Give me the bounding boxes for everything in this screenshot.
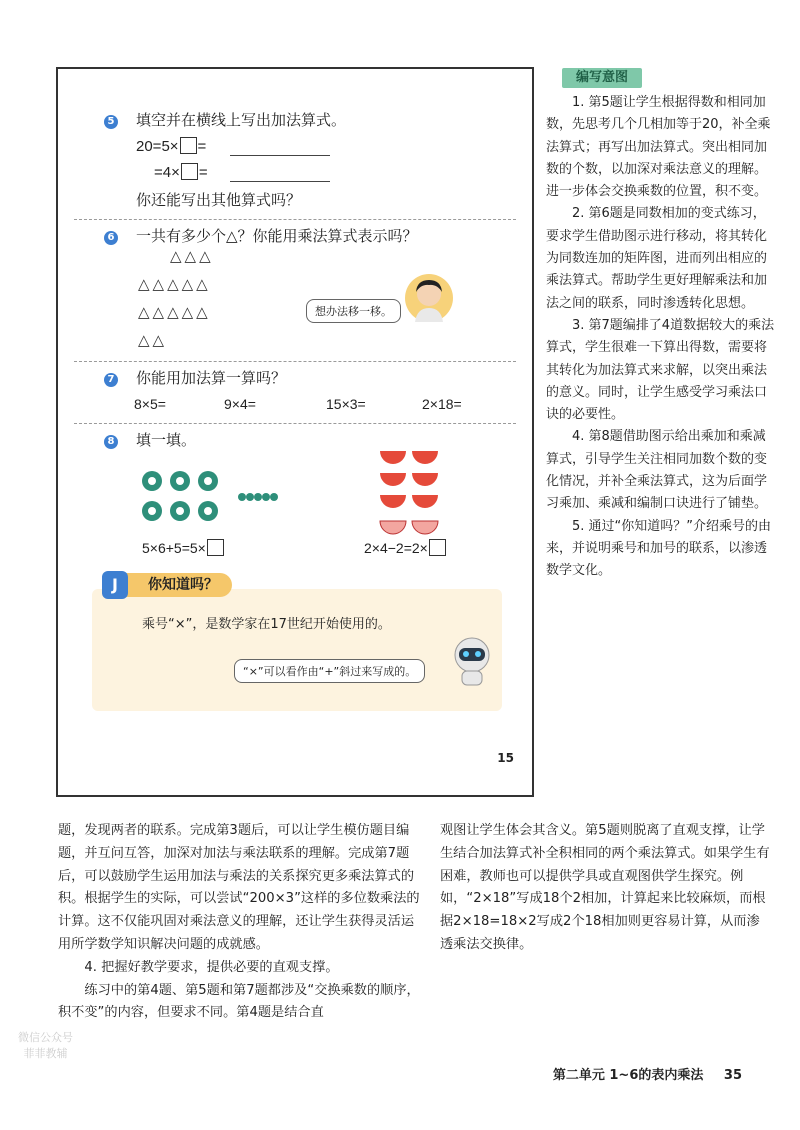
divider: [74, 361, 516, 362]
body-paragraph: 练习中的第4题、第5题和第7题都涉及“交换乘数的顺序，积不变”的内容，但要求不同。第4题是结合直: [58, 982, 420, 1021]
triangle-row-3: △△△△△: [138, 303, 211, 321]
question-5-prompt: 你还能写出其他算式吗？: [136, 191, 302, 209]
did-you-know-panel: [92, 589, 502, 711]
hint-bubble: 想办法移一移。: [306, 299, 401, 323]
question-8-badge: 8: [104, 435, 118, 449]
divider: [74, 423, 516, 424]
textbook-page: [56, 67, 534, 797]
question-7-title: 你能用加法算一算吗？: [136, 369, 287, 387]
triangle-row-4: △△: [138, 331, 168, 349]
robot-icon: [448, 633, 498, 689]
q5-line-2: =4× =: [154, 164, 208, 181]
body-paragraph: 4. 把握好教学要求，提供必要的直观支撑。: [84, 959, 339, 975]
flower-beads-illustration: [140, 467, 290, 529]
page-footer: [553, 1064, 742, 1083]
watermelon-illustration: [376, 447, 444, 539]
did-you-know-tag: 你知道吗？: [112, 573, 232, 597]
margin-paragraph: 3. 第7题编排了4道数据较大的乘法算式，学生很难一下算出得数，需要将其转化为加法算式来求解，以突出乘法的意义。同时，让学生感受学习乘法口诀的必要性。: [546, 317, 775, 423]
body-paragraph: 题，发现两者的联系。完成第3题后，可以让学生模仿题目编题，并互问互答，加深对加法与乘法联系的理解。完成第7题后，可以鼓励学生运用加法与乘法的关系探究更多乘法算式的积。根据学生的实际，可以尝试“200×3”这样的多位数乘法的计算。这不仅能巩固对乘法意义的理解，还让学生获得灵活运用所学数学知识解决问题的成就感。: [58, 823, 420, 952]
question-7-badge: 7: [104, 373, 118, 387]
answer-line[interactable]: [230, 155, 330, 156]
question-5-badge: 5: [104, 115, 118, 129]
divider: [74, 219, 516, 220]
q8-left-expr: 5×6+5=5×: [142, 539, 225, 556]
did-you-know-icon: J: [102, 571, 128, 599]
margin-paragraph: 1. 第5题让学生根据得数和相同加数，先思考几个几相加等于20，补全乘法算式；再写出加法算式。突出相同加数的个数，以加深对乘法意义的理解。进一步体会交换乘数的位置，积不变。: [546, 95, 771, 200]
margin-title: 编写意图: [562, 68, 642, 88]
robot-bubble: “×”可以看作由“+”斜过来写成的。: [234, 659, 425, 683]
expr-1: 8×5=: [134, 396, 166, 412]
answer-box[interactable]: [429, 539, 446, 556]
triangle-row-2: △△△△△: [138, 275, 211, 293]
teacher-avatar-icon: [403, 272, 455, 328]
question-6-badge: 6: [104, 231, 118, 245]
footer-unit: 第二单元 1~6的表内乘法: [552, 1068, 704, 1083]
q8-right-expr: 2×4−2=2×: [364, 539, 447, 556]
question-6-title: 一共有多少个△？你能用乘法算式表示吗？: [136, 227, 418, 245]
answer-box[interactable]: [180, 137, 197, 154]
body-left-column: [58, 820, 422, 1025]
body-right-column: [440, 820, 770, 957]
question-5-title: 填空并在横线上写出加法算式。: [136, 111, 347, 129]
expr-4: 2×18=: [422, 396, 462, 412]
answer-box[interactable]: [181, 163, 198, 180]
page-number: 15: [497, 751, 514, 765]
answer-box[interactable]: [207, 539, 224, 556]
margin-paragraph: 2. 第6题是同数相加的变式练习，要求学生借助图示进行移动，将其转化为同数连加的矩阵图，进而列出相应的乘法算式。帮助学生更好理解乘法和加法之间的联系，同时渗透转化思想。: [546, 206, 768, 311]
margin-notes: [546, 92, 778, 583]
triangle-row-1: △△△: [170, 247, 214, 265]
did-you-know-text: 乘号“×”，是数学家在17世纪开始使用的。: [142, 617, 391, 632]
watermark: 微信公众号 菲菲教辅: [18, 1031, 73, 1060]
margin-paragraph: 5. 通过“你知道吗？”介绍乘号的由来，并说明乘号和加号的联系，以渗透数学文化。: [546, 518, 772, 579]
margin-paragraph: 4. 第8题借助图示给出乘加和乘减算式，引导学生关注相同加数个数的变化情况，并补全乘法算式，这为后面学习乘加、乘减和编制口诀进行了铺垫。: [546, 429, 768, 512]
answer-line[interactable]: [230, 181, 330, 182]
footer-page: 35: [723, 1068, 742, 1083]
expr-3: 15×3=: [326, 396, 366, 412]
q5-line-1: 20=5× =: [136, 138, 207, 155]
expr-2: 9×4=: [224, 396, 256, 412]
body-paragraph: 观图让学生体会其含义。第5题则脱离了直观支撑，让学生结合加法算式补全积相同的两个乘法算式。如果学生有困难，教师也可以提供学具或直观图供学生探究。例如，“2×18”写成18个2相加，计算起来比较麻烦，而根据2×18=18×2写成2个18相加则更容易计算，从而渗透乘法交换律。: [440, 823, 770, 952]
question-8-title: 填一填。: [136, 431, 197, 449]
